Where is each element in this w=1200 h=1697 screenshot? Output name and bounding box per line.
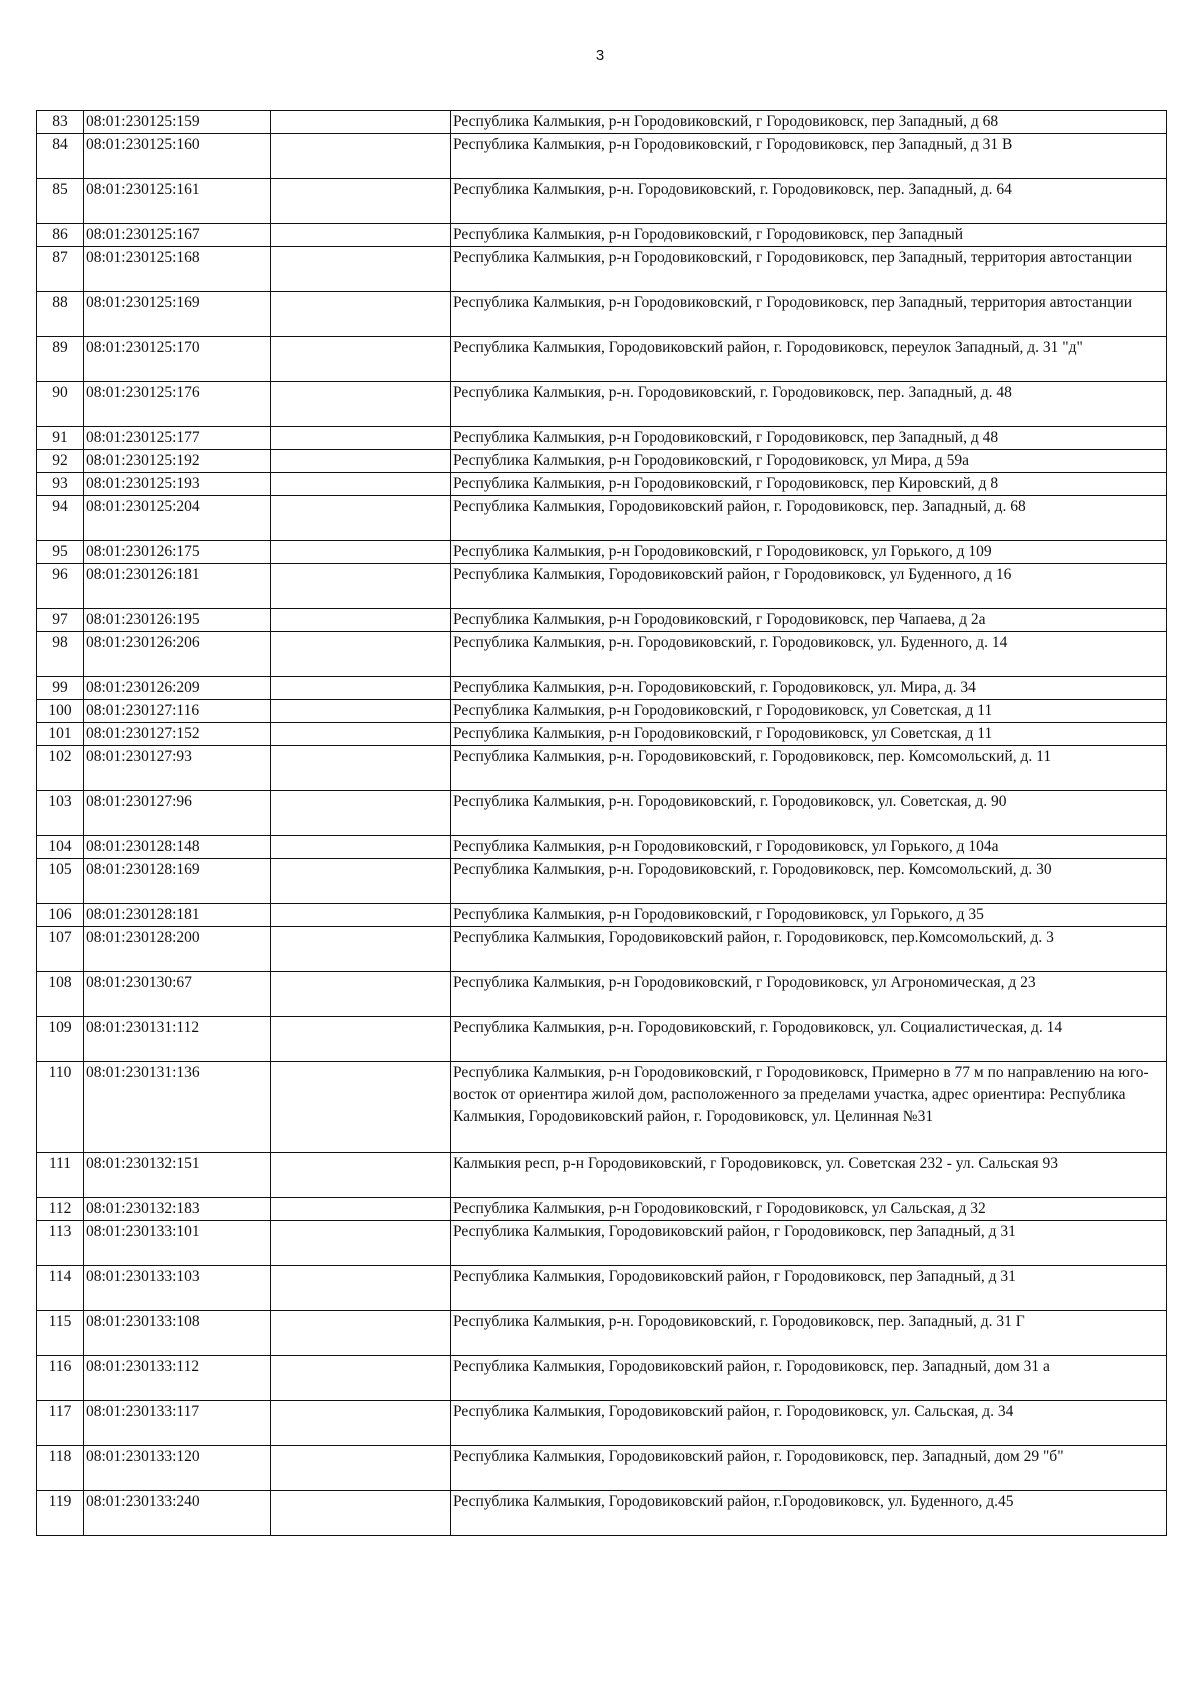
empty-cell <box>271 609 451 632</box>
cadastral-number: 08:01:230133:103 <box>84 1266 271 1311</box>
row-number: 93 <box>37 473 84 496</box>
table-row <box>37 791 1167 836</box>
table-row <box>37 1062 1167 1153</box>
address: Республика Калмыкия, р-н Городовиковский, г Городовиковск, пер Западный, территория автостанции <box>451 247 1167 292</box>
address: Республика Калмыкия, Городовиковский район, г.Городовиковск, ул. Буденного, д.45 <box>451 1491 1167 1536</box>
empty-cell <box>271 700 451 723</box>
empty-cell <box>271 1266 451 1311</box>
address: Республика Калмыкия, Городовиковский район, г. Городовиковск, пер. Западный, д. 68 <box>451 496 1167 541</box>
empty-cell <box>271 1198 451 1221</box>
cadastral-number: 08:01:230126:181 <box>84 564 271 609</box>
cadastral-number: 08:01:230125:177 <box>84 427 271 450</box>
table-row <box>37 564 1167 609</box>
address: Республика Калмыкия, Городовиковский район, г. Городовиковск, пер.Комсомольский, д. 3 <box>451 927 1167 972</box>
page-number: 3 <box>595 47 605 64</box>
cadastral-number: 08:01:230133:120 <box>84 1446 271 1491</box>
row-number: 85 <box>37 179 84 224</box>
cadastral-number: 08:01:230126:206 <box>84 632 271 677</box>
empty-cell <box>271 836 451 859</box>
address: Республика Калмыкия, р-н Городовиковский, г Городовиковск, пер Западный <box>451 224 1167 247</box>
row-number: 90 <box>37 382 84 427</box>
row-number: 115 <box>37 1311 84 1356</box>
table-row <box>37 1266 1167 1311</box>
row-number: 118 <box>37 1446 84 1491</box>
address: Республика Калмыкия, р-н Городовиковский, г Городовиковск, ул Горького, д 35 <box>451 904 1167 927</box>
cadastral-number: 08:01:230125:176 <box>84 382 271 427</box>
table-row <box>37 1221 1167 1266</box>
table-row <box>37 632 1167 677</box>
empty-cell <box>271 473 451 496</box>
address: Республика Калмыкия, р-н Городовиковский, г Городовиковск, пер Чапаева, д 2а <box>451 609 1167 632</box>
row-number: 94 <box>37 496 84 541</box>
cadastral-number: 08:01:230133:117 <box>84 1401 271 1446</box>
row-number: 87 <box>37 247 84 292</box>
empty-cell <box>271 541 451 564</box>
address: Республика Калмыкия, р-н Городовиковский, г Городовиковск, пер Западный, территория автостанции <box>451 292 1167 337</box>
empty-cell <box>271 496 451 541</box>
empty-cell <box>271 427 451 450</box>
table-row <box>37 700 1167 723</box>
cadastral-number: 08:01:230127:152 <box>84 723 271 746</box>
address: Республика Калмыкия, р-н Городовиковский, г Городовиковск, ул Агрономическая, д 23 <box>451 972 1167 1017</box>
cadastral-number: 08:01:230128:169 <box>84 859 271 904</box>
row-number: 83 <box>37 111 84 134</box>
cadastral-number: 08:01:230126:209 <box>84 677 271 700</box>
row-number: 98 <box>37 632 84 677</box>
cadastral-number: 08:01:230125:192 <box>84 450 271 473</box>
table-row <box>37 382 1167 427</box>
empty-cell <box>271 677 451 700</box>
empty-cell <box>271 292 451 337</box>
row-number: 88 <box>37 292 84 337</box>
table-row <box>37 972 1167 1017</box>
row-number: 119 <box>37 1491 84 1536</box>
table-row <box>37 111 1167 134</box>
cadastral-number: 08:01:230125:167 <box>84 224 271 247</box>
table-row <box>37 224 1167 247</box>
row-number: 114 <box>37 1266 84 1311</box>
cadastral-number: 08:01:230131:112 <box>84 1017 271 1062</box>
table-row <box>37 1311 1167 1356</box>
row-number: 116 <box>37 1356 84 1401</box>
address: Республика Калмыкия, р-н Городовиковский, г Городовиковск, пер Кировский, д 8 <box>451 473 1167 496</box>
address: Республика Калмыкия, р-н Городовиковский, г Городовиковск, ул Горького, д 104а <box>451 836 1167 859</box>
table-row <box>37 723 1167 746</box>
table-row <box>37 496 1167 541</box>
empty-cell <box>271 927 451 972</box>
empty-cell <box>271 859 451 904</box>
row-number: 111 <box>37 1153 84 1198</box>
address: Республика Калмыкия, р-н. Городовиковский, г. Городовиковск, пер. Западный, д. 64 <box>451 179 1167 224</box>
empty-cell <box>271 746 451 791</box>
table-row <box>37 1153 1167 1198</box>
cadastral-number: 08:01:230133:112 <box>84 1356 271 1401</box>
row-number: 101 <box>37 723 84 746</box>
address: Республика Калмыкия, Городовиковский район, г Городовиковск, ул Буденного, д 16 <box>451 564 1167 609</box>
empty-cell <box>271 723 451 746</box>
address: Республика Калмыкия, Городовиковский район, г. Городовиковск, пер. Западный, дом 29 "б" <box>451 1446 1167 1491</box>
cadastral-number: 08:01:230133:240 <box>84 1491 271 1536</box>
cadastral-number: 08:01:230125:168 <box>84 247 271 292</box>
empty-cell <box>271 1017 451 1062</box>
table-row <box>37 1017 1167 1062</box>
row-number: 99 <box>37 677 84 700</box>
row-number: 102 <box>37 746 84 791</box>
table-row <box>37 179 1167 224</box>
cadastral-number: 08:01:230128:148 <box>84 836 271 859</box>
cadastral-number: 08:01:230127:93 <box>84 746 271 791</box>
cadastral-number: 08:01:230125:204 <box>84 496 271 541</box>
table-row <box>37 427 1167 450</box>
empty-cell <box>271 337 451 382</box>
address: Республика Калмыкия, р-н. Городовиковский, г. Городовиковск, ул. Мира, д. 34 <box>451 677 1167 700</box>
empty-cell <box>271 1062 451 1153</box>
cadastral-number: 08:01:230133:101 <box>84 1221 271 1266</box>
address: Республика Калмыкия, р-н Городовиковский, г Городовиковск, Примерно в 77 м по направлению на юго-восток от ориентира жилой дом, расположенного за пределами участка, адрес ориентира: Республика Калмыкия, Городовиковский район, г. Городовиковск, ул. Целинная №31 <box>451 1062 1167 1153</box>
row-number: 113 <box>37 1221 84 1266</box>
empty-cell <box>271 247 451 292</box>
table-row <box>37 337 1167 382</box>
empty-cell <box>271 904 451 927</box>
table-row <box>37 541 1167 564</box>
row-number: 109 <box>37 1017 84 1062</box>
table-row <box>37 1491 1167 1536</box>
address: Республика Калмыкия, р-н Городовиковский, г Городовиковск, ул Мира, д 59а <box>451 450 1167 473</box>
table-row <box>37 473 1167 496</box>
table-row <box>37 292 1167 337</box>
address: Республика Калмыкия, р-н Городовиковский, г Городовиковск, ул Сальская, д 32 <box>451 1198 1167 1221</box>
cadastral-number: 08:01:230127:96 <box>84 791 271 836</box>
cadastral-number: 08:01:230130:67 <box>84 972 271 1017</box>
empty-cell <box>271 632 451 677</box>
empty-cell <box>271 134 451 179</box>
table-row <box>37 904 1167 927</box>
address: Республика Калмыкия, р-н. Городовиковский, г. Городовиковск, пер. Западный, д. 31 Г <box>451 1311 1167 1356</box>
address: Республика Калмыкия, Городовиковский район, г. Городовиковск, переулок Западный, д. 31 "д" <box>451 337 1167 382</box>
empty-cell <box>271 1401 451 1446</box>
empty-cell <box>271 1491 451 1536</box>
table-row <box>37 1198 1167 1221</box>
row-number: 89 <box>37 337 84 382</box>
address: Республика Калмыкия, Городовиковский район, г. Городовиковск, пер. Западный, дом 31 а <box>451 1356 1167 1401</box>
address: Республика Калмыкия, Городовиковский район, г Городовиковск, пер Западный, д 31 <box>451 1266 1167 1311</box>
row-number: 95 <box>37 541 84 564</box>
empty-cell <box>271 1153 451 1198</box>
address: Республика Калмыкия, р-н Городовиковский, г Городовиковск, пер Западный, д 31 В <box>451 134 1167 179</box>
address: Республика Калмыкия, р-н. Городовиковский, г. Городовиковск, ул. Социалистическая, д. 14 <box>451 1017 1167 1062</box>
cadastral-number: 08:01:230128:181 <box>84 904 271 927</box>
address: Республика Калмыкия, р-н Городовиковский, г Городовиковск, ул Горького, д 109 <box>451 541 1167 564</box>
address: Республика Калмыкия, р-н Городовиковский, г Городовиковск, ул Советская, д 11 <box>451 723 1167 746</box>
address: Республика Калмыкия, р-н. Городовиковский, г. Городовиковск, ул. Буденного, д. 14 <box>451 632 1167 677</box>
cadastral-number: 08:01:230125:160 <box>84 134 271 179</box>
address: Республика Калмыкия, р-н. Городовиковский, г. Городовиковск, пер. Западный, д. 48 <box>451 382 1167 427</box>
row-number: 106 <box>37 904 84 927</box>
empty-cell <box>271 111 451 134</box>
table-row <box>37 927 1167 972</box>
table-row <box>37 1446 1167 1491</box>
row-number: 104 <box>37 836 84 859</box>
empty-cell <box>271 382 451 427</box>
table-row <box>37 677 1167 700</box>
empty-cell <box>271 1311 451 1356</box>
cadastral-number: 08:01:230125:170 <box>84 337 271 382</box>
empty-cell <box>271 450 451 473</box>
cadastral-number: 08:01:230125:159 <box>84 111 271 134</box>
address: Республика Калмыкия, Городовиковский район, г. Городовиковск, ул. Сальская, д. 34 <box>451 1401 1167 1446</box>
empty-cell <box>271 791 451 836</box>
empty-cell <box>271 224 451 247</box>
row-number: 108 <box>37 972 84 1017</box>
table-row <box>37 1401 1167 1446</box>
cadastral-number: 08:01:230127:116 <box>84 700 271 723</box>
address: Республика Калмыкия, р-н Городовиковский, г Городовиковск, пер Западный, д 48 <box>451 427 1167 450</box>
table-row <box>37 859 1167 904</box>
row-number: 96 <box>37 564 84 609</box>
row-number: 91 <box>37 427 84 450</box>
row-number: 86 <box>37 224 84 247</box>
table-row <box>37 746 1167 791</box>
table-row <box>37 247 1167 292</box>
cadastral-number: 08:01:230126:195 <box>84 609 271 632</box>
empty-cell <box>271 564 451 609</box>
row-number: 92 <box>37 450 84 473</box>
address: Республика Калмыкия, Городовиковский район, г Городовиковск, пер Западный, д 31 <box>451 1221 1167 1266</box>
row-number: 97 <box>37 609 84 632</box>
row-number: 112 <box>37 1198 84 1221</box>
address: Калмыкия респ, р-н Городовиковский, г Городовиковск, ул. Советская 232 - ул. Сальская 93 <box>451 1153 1167 1198</box>
cadastral-number: 08:01:230132:151 <box>84 1153 271 1198</box>
address: Республика Калмыкия, р-н. Городовиковский, г. Городовиковск, ул. Советская, д. 90 <box>451 791 1167 836</box>
empty-cell <box>271 1221 451 1266</box>
cadastral-number: 08:01:230132:183 <box>84 1198 271 1221</box>
cadastral-number: 08:01:230125:169 <box>84 292 271 337</box>
table-row <box>37 609 1167 632</box>
row-number: 84 <box>37 134 84 179</box>
cadastral-number: 08:01:230125:193 <box>84 473 271 496</box>
parcel-registry-table <box>36 110 1167 1536</box>
empty-cell <box>271 1446 451 1491</box>
row-number: 117 <box>37 1401 84 1446</box>
row-number: 107 <box>37 927 84 972</box>
row-number: 100 <box>37 700 84 723</box>
row-number: 105 <box>37 859 84 904</box>
table-row <box>37 1356 1167 1401</box>
table-row <box>37 836 1167 859</box>
table-row <box>37 134 1167 179</box>
cadastral-number: 08:01:230131:136 <box>84 1062 271 1153</box>
cadastral-number: 08:01:230133:108 <box>84 1311 271 1356</box>
cadastral-number: 08:01:230128:200 <box>84 927 271 972</box>
address: Республика Калмыкия, р-н. Городовиковский, г. Городовиковск, пер. Комсомольский, д. 30 <box>451 859 1167 904</box>
cadastral-number: 08:01:230126:175 <box>84 541 271 564</box>
address: Республика Калмыкия, р-н Городовиковский, г Городовиковск, ул Советская, д 11 <box>451 700 1167 723</box>
empty-cell <box>271 179 451 224</box>
empty-cell <box>271 972 451 1017</box>
address: Республика Калмыкия, р-н Городовиковский, г Городовиковск, пер Западный, д 68 <box>451 111 1167 134</box>
address: Республика Калмыкия, р-н. Городовиковский, г. Городовиковск, пер. Комсомольский, д. 11 <box>451 746 1167 791</box>
empty-cell <box>271 1356 451 1401</box>
row-number: 110 <box>37 1062 84 1153</box>
cadastral-number: 08:01:230125:161 <box>84 179 271 224</box>
row-number: 103 <box>37 791 84 836</box>
table-row <box>37 450 1167 473</box>
